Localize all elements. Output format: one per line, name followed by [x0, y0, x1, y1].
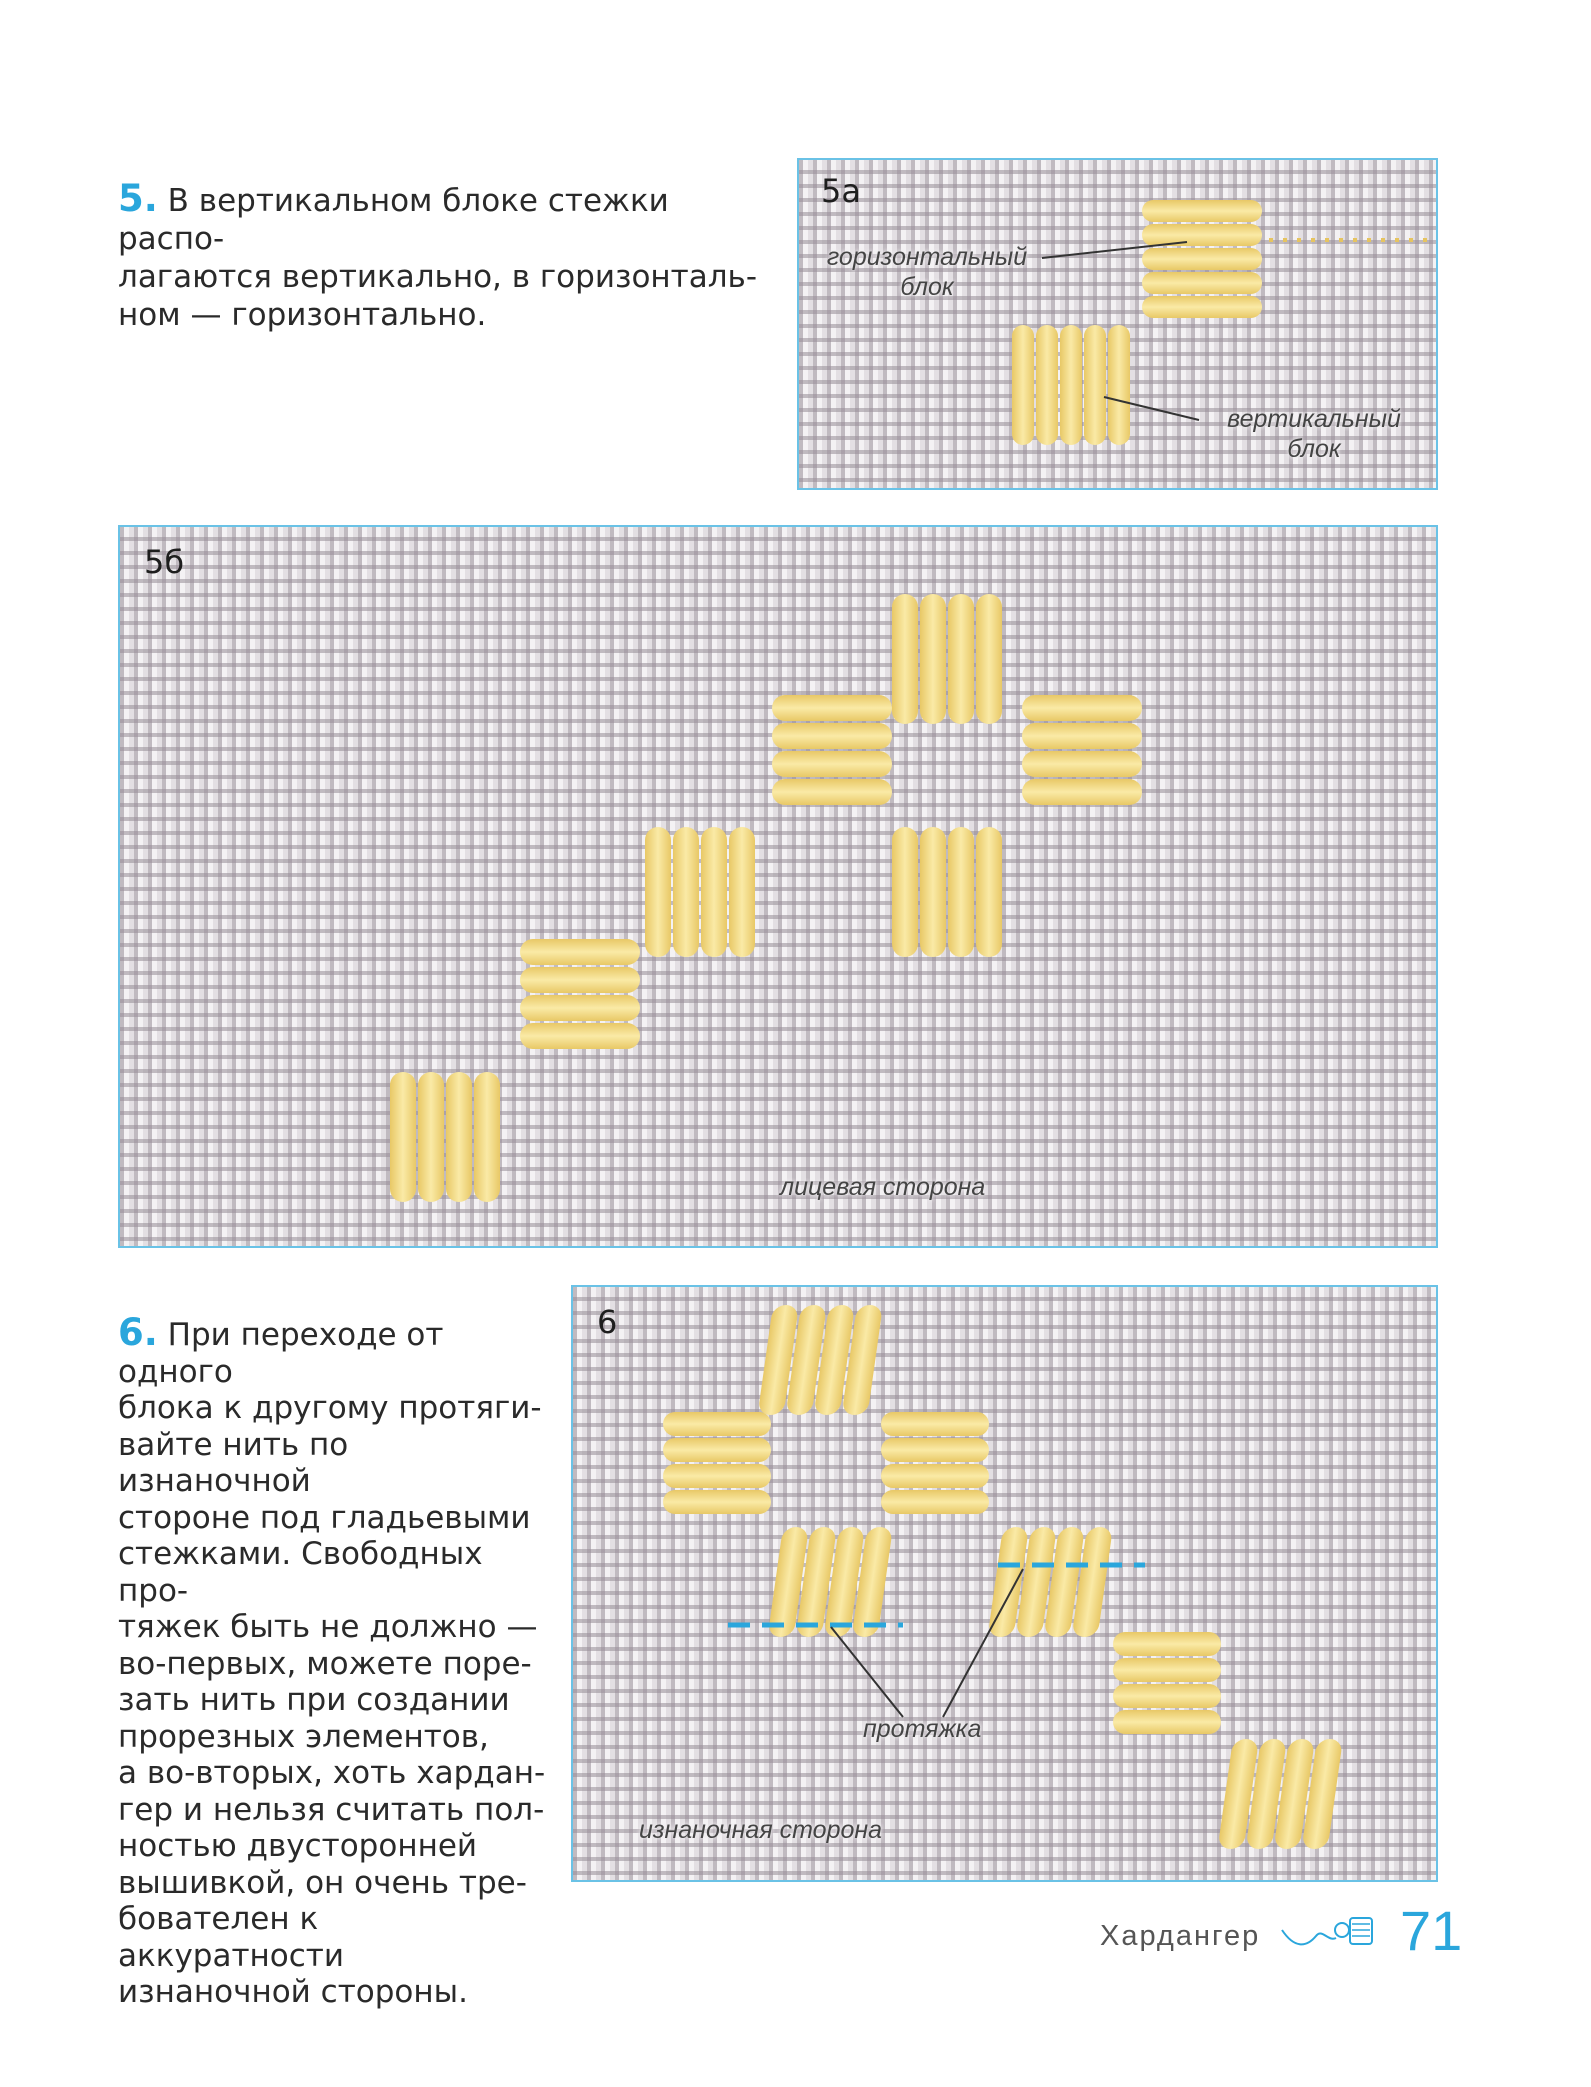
caption-pull: протяжка: [863, 1715, 982, 1743]
step-6-body: При переходе от одного блока к другому протяги- вайте нить по изнаночной стороне под гладьевыми стежками. Свободных про- тяжек быть не должно — во-первых, можете поре- зать нить при создании прорезных элементов, а во-вторых, хоть хардан- гер и нельзя считать пол- ностью двусторонней вышивкой, он очень тре- бователен к аккуратности изнаночной стороны.: [118, 1317, 546, 2010]
step-5-body: В вертикальном блоке стежки распо- лагаются вертикально, в горизонталь- ном — горизонтально.: [118, 183, 758, 333]
photo-5b-label: 5б: [144, 543, 185, 581]
horizontal-block: [1142, 200, 1262, 318]
photo-5a-label: 5а: [821, 172, 861, 210]
step-5-number: 5.: [118, 177, 158, 220]
photo-6: [571, 1285, 1438, 1882]
photo-5b-embroidery: [120, 527, 1438, 1248]
caption-front-side: лицевая сторона: [780, 1173, 986, 1201]
spool-icon: [1280, 1908, 1380, 1958]
step-5-text: [118, 177, 758, 334]
photo-5a: [797, 158, 1438, 490]
photo-6-embroidery: [573, 1287, 1438, 1882]
caption-horizontal-block: горизонтальный блок: [826, 243, 1028, 301]
photo-5b: [118, 525, 1438, 1248]
running-title: Хардангер: [1100, 1920, 1261, 1952]
page-number: 71: [1400, 1899, 1463, 1962]
step-6-text: [118, 1311, 548, 2011]
photo-6-label: 6: [597, 1303, 618, 1341]
caption-vertical-block: вертикальный блок: [1227, 405, 1401, 463]
vertical-block: [1012, 325, 1130, 445]
caption-back-side: изнаночная сторона: [639, 1816, 883, 1844]
step-6-number: 6.: [118, 1311, 158, 1354]
